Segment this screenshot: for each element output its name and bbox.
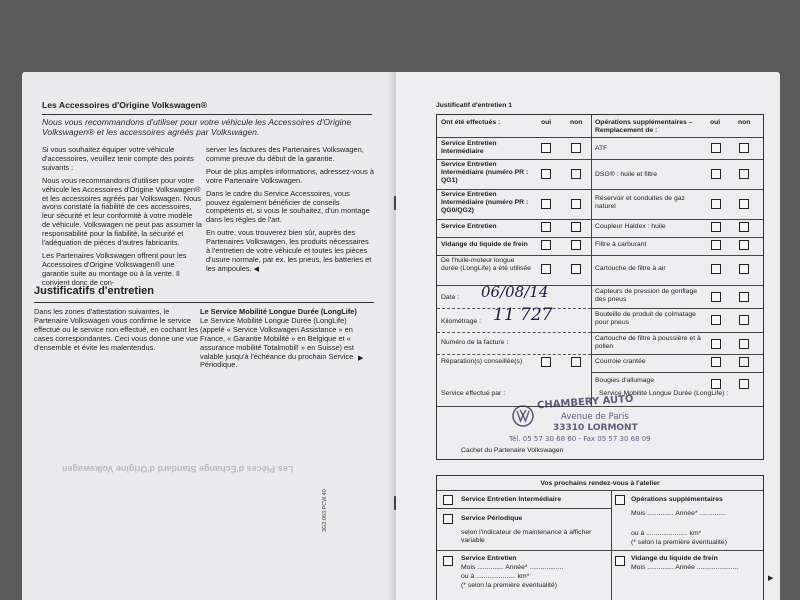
next-page-triangle-icon: ▶ xyxy=(358,355,364,362)
row-divider xyxy=(591,237,763,238)
checkbox-oui[interactable] xyxy=(541,199,551,209)
bold-lead: Le Service Mobilité Longue Durée (LongLife) xyxy=(200,307,357,316)
checkbox-non[interactable] xyxy=(571,264,581,274)
checkbox-non[interactable] xyxy=(739,240,749,250)
right-row-label: Coupleur Haldex : huile xyxy=(595,223,666,230)
row-divider xyxy=(591,159,763,160)
checkbox-non[interactable] xyxy=(571,222,581,232)
next-item-line: (* selon la première éventualité) xyxy=(631,539,727,546)
title-rule xyxy=(42,114,372,115)
row-divider xyxy=(437,189,591,190)
right-row-label: Bouteille de produit de colmatage pour pneus xyxy=(595,311,696,326)
checkbox-oui[interactable] xyxy=(711,379,721,389)
row-divider xyxy=(437,332,591,333)
non-heading: non xyxy=(570,119,583,126)
accessories-title: Les Accessoires d'Origine Volkswagen® xyxy=(42,100,208,110)
row-divider xyxy=(437,508,611,509)
non-heading-right: non xyxy=(738,119,751,126)
next-appointments-table xyxy=(436,475,764,600)
service-record-table xyxy=(436,114,764,460)
oui-heading: oui xyxy=(541,119,552,126)
performed-heading: Ont été effectués : xyxy=(441,119,501,126)
checkbox-non[interactable] xyxy=(571,240,581,250)
checkbox-non[interactable] xyxy=(571,169,581,179)
right-row-label: Filtre à carburant xyxy=(595,241,647,248)
stamp-phone: Tél. 05 57 30 68 60 - Fax 05 57 30 68 09 xyxy=(509,435,651,443)
checkbox-oui[interactable] xyxy=(541,222,551,232)
next-item-title: Service Entretien xyxy=(461,555,517,562)
checkbox-non[interactable] xyxy=(571,143,581,153)
stamp-street: Avenue de Paris xyxy=(561,412,629,422)
next-page-triangle-icon: ▶ xyxy=(768,575,774,582)
row-divider xyxy=(437,219,591,220)
checkbox[interactable] xyxy=(443,514,453,524)
checkbox-non[interactable] xyxy=(739,222,749,232)
section-rule xyxy=(34,302,374,303)
row-divider xyxy=(437,255,591,256)
checkbox-oui[interactable] xyxy=(541,240,551,250)
mobility-label: Service Mobilité Longue Durée (LongLife) : xyxy=(599,390,729,397)
checkbox-oui[interactable] xyxy=(711,339,721,349)
checkbox[interactable] xyxy=(443,495,453,505)
right-row-label: Cartouche de filtre à poussière et à pollen xyxy=(595,335,701,350)
justification-col1: Dans les zones d'attestation suivantes, le Partenaire Volkswagen vous confirme le service effectué ou le service non effectué, en cochant les cases correspondantes. Ceci vous donne une vue d'ensemble et évite les malentendus. xyxy=(34,307,199,352)
row-divider xyxy=(591,189,763,190)
row-divider xyxy=(591,308,763,309)
checkbox-non[interactable] xyxy=(571,357,581,367)
column-divider xyxy=(611,490,612,600)
next-item-title: Opérations supplémentaires xyxy=(631,496,723,503)
paragraph: Les Partenaires Volkswagen offrent pour les Accessoires d'Origine Volkswagen® une garantie suite au montage ou à la vente. Il convient donc de con- xyxy=(42,250,187,287)
left-row-label-text: Service Entretien Intermédiaire (numéro PR : QG1) xyxy=(441,161,529,184)
left-row-label: De l'huile-moteur longue durée (LongLife) a été utilisée xyxy=(441,257,531,272)
right-row-label: Cartouche de filtre à air xyxy=(595,265,666,272)
checkbox-non[interactable] xyxy=(739,292,749,302)
service-booklet xyxy=(22,72,780,600)
checkbox-non[interactable] xyxy=(739,199,749,209)
left-page xyxy=(22,72,396,600)
row-divider xyxy=(591,354,763,355)
checkbox-non[interactable] xyxy=(739,379,749,389)
paragraph: Pour de plus amples informations, adressez-vous à votre Partenaire Volkswagen. xyxy=(206,166,375,185)
checkbox-oui[interactable] xyxy=(711,315,721,325)
next-item-line: Mois .............. Année* .................. xyxy=(461,564,564,571)
row-divider xyxy=(437,137,763,138)
next-item-line: Mois .............. Année* .............. xyxy=(631,510,726,517)
paragraph-text: Le Service Mobilité Longue Durée (LongLife) (appelé « Service Volkswagen Assistance » en France, « Garantie Mobilité » en Belgique et « assurance mobilité Totalmobil! » en Suisse) est valable jusqu'à l'échéance du prochain Service Périodique. xyxy=(200,315,354,370)
right-page xyxy=(396,72,780,600)
paragraph-text: En outre, vous trouverez bien sûr, auprès des Partenaires Volkswagen, les produits nécessaires à l'entretien de votre véhicule et toutes les pièces d'usure normale, par ex. les pneus, les batteries et les ampoules. xyxy=(206,228,372,273)
accessories-col1 xyxy=(42,146,202,288)
checkbox-oui[interactable] xyxy=(541,264,551,274)
checkbox-non[interactable] xyxy=(739,339,749,349)
row-divider xyxy=(437,237,591,238)
stamp-city: 33310 LORMONT xyxy=(553,423,638,433)
paragraph: server les factures des Partenaires Volkswagen, comme preuve du début de la garantie. xyxy=(206,145,364,163)
right-row-label: ATF xyxy=(595,145,608,152)
left-row-label xyxy=(441,191,533,215)
checkbox[interactable] xyxy=(615,495,625,505)
left-row-label: Service Entretien Intermédiaire xyxy=(441,140,497,155)
checkbox-oui[interactable] xyxy=(541,169,551,179)
checkbox-oui[interactable] xyxy=(711,240,721,250)
checkbox-non[interactable] xyxy=(571,199,581,209)
row-divider xyxy=(437,354,591,355)
repairs-label: Réparation(s) conseillée(s) xyxy=(441,358,523,365)
next-item-line: ou à ..................... km* xyxy=(461,573,530,580)
left-row-label: Vidange du liquide de frein xyxy=(441,241,528,248)
right-row-label: Courroie crantée xyxy=(595,358,646,365)
checkbox-oui[interactable] xyxy=(711,199,721,209)
date-field[interactable]: 06/08/14 xyxy=(481,283,549,301)
checkbox-oui[interactable] xyxy=(541,357,551,367)
paragraph: Si vous souhaitez équiper votre véhicule d'accessoires, veuillez tenir compte des points suivants : xyxy=(42,145,194,172)
right-row-label: Bougies d'allumage xyxy=(595,377,655,384)
left-row-label xyxy=(441,161,529,185)
accessories-col2 xyxy=(206,146,374,275)
paragraph xyxy=(206,229,374,275)
checkbox[interactable] xyxy=(615,556,625,566)
next-item-title: Vidange du liquide de frein xyxy=(631,555,718,562)
checkbox-oui[interactable] xyxy=(711,169,721,179)
next-item-line: Mois .............. Année ...................... xyxy=(631,564,739,571)
checkbox-oui[interactable] xyxy=(711,357,721,367)
row-divider xyxy=(437,490,763,491)
right-row-label: Réservoir et conduites de gaz naturel xyxy=(595,195,685,210)
checkbox-non[interactable] xyxy=(739,143,749,153)
left-row-label: Service Entretien xyxy=(441,223,497,230)
next-item-title: Service Entretien Intermédiaire xyxy=(461,496,562,503)
stamp-caption: Cachet du Partenaire Volkswagen xyxy=(461,447,564,454)
next-item-line: selon l'indicateur de maintenance à afficher variable xyxy=(461,529,592,544)
row-divider xyxy=(591,285,763,286)
next-item-line: ou à ...................... km* xyxy=(631,530,702,537)
paragraph: Dans le cadre du Service Accessoires, vous pouvez également bénéficier de conseils compétents et, si vous le souhaitez, d'un montage dans les règles de l'art. xyxy=(206,188,370,225)
paragraph: Nous vous recommandons d'utiliser pour votre véhicule les Accessoires d'Origine Volkswagen® et les accessoires agréés par Volkswagen. Nous avons constaté la fiabilité de ces accessoires, leur sécurité et leur conformité à votre modèle de véhicule. Volkswagen ne peut pas assumer la responsabilité pour la fiabilité, la sécurité et l'adéquation de pièces d'autres fabricants. xyxy=(42,175,202,248)
service-by-label: Service effectué par : xyxy=(441,390,506,397)
record-header: Justificatif d'entretien 1 xyxy=(436,102,513,109)
checkbox-non[interactable] xyxy=(739,264,749,274)
checkbox[interactable] xyxy=(443,556,453,566)
row-divider xyxy=(437,550,763,551)
checkbox-oui[interactable] xyxy=(541,143,551,153)
section-title: Justificatifs d'entretien xyxy=(34,285,154,297)
oui-heading-right: oui xyxy=(710,119,721,126)
row-divider xyxy=(591,372,763,373)
checkbox-non[interactable] xyxy=(739,169,749,179)
print-code: 3G2.063.PCW.40 xyxy=(322,489,328,532)
date-label: Date : xyxy=(441,294,460,301)
row-divider xyxy=(591,219,763,220)
accessories-intro: Nous vous recommandons d'utiliser pour votre véhicule les Accessoires d'Origine Volkswagen® et les accessoires agréés par Volkswagen. xyxy=(42,117,352,137)
next-item-title: Service Périodique xyxy=(461,515,523,522)
checkbox-oui[interactable] xyxy=(711,143,721,153)
row-divider xyxy=(591,332,763,333)
extra-ops-heading: Opérations supplémentaires – Remplacement de : xyxy=(595,119,693,134)
checkbox-non[interactable] xyxy=(739,357,749,367)
right-row-label: Capteurs de pression de gonflage des pneus xyxy=(595,288,698,303)
show-through-text: Les Pièces d'Échange Standard d'Origine Volkswagen xyxy=(62,464,294,474)
row-divider xyxy=(437,159,591,160)
stamp-name: CHAMBERY AUTO xyxy=(536,393,634,412)
invoice-label: Numéro de la facture : xyxy=(441,339,509,346)
vw-logo-icon xyxy=(511,404,535,428)
mileage-label: Kilométrage : xyxy=(441,318,482,325)
next-appointments-title: Vos prochains rendez-vous à l'atelier xyxy=(540,480,660,487)
next-item-line: (* selon la première éventualité) xyxy=(461,582,557,589)
mileage-field[interactable]: 11 727 xyxy=(493,305,553,325)
end-triangle-icon: ◀ xyxy=(253,265,260,273)
checkbox-oui[interactable] xyxy=(711,264,721,274)
row-divider xyxy=(591,255,763,256)
right-row-label: DSG® : huile et filtre xyxy=(595,171,658,178)
checkbox-oui[interactable] xyxy=(711,222,721,232)
justification-col2 xyxy=(200,308,360,370)
checkbox-non[interactable] xyxy=(739,315,749,325)
checkbox-oui[interactable] xyxy=(711,292,721,302)
left-row-label-text: Service Entretien Intermédiaire (numéro PR : QG0/QG2) xyxy=(441,191,529,214)
